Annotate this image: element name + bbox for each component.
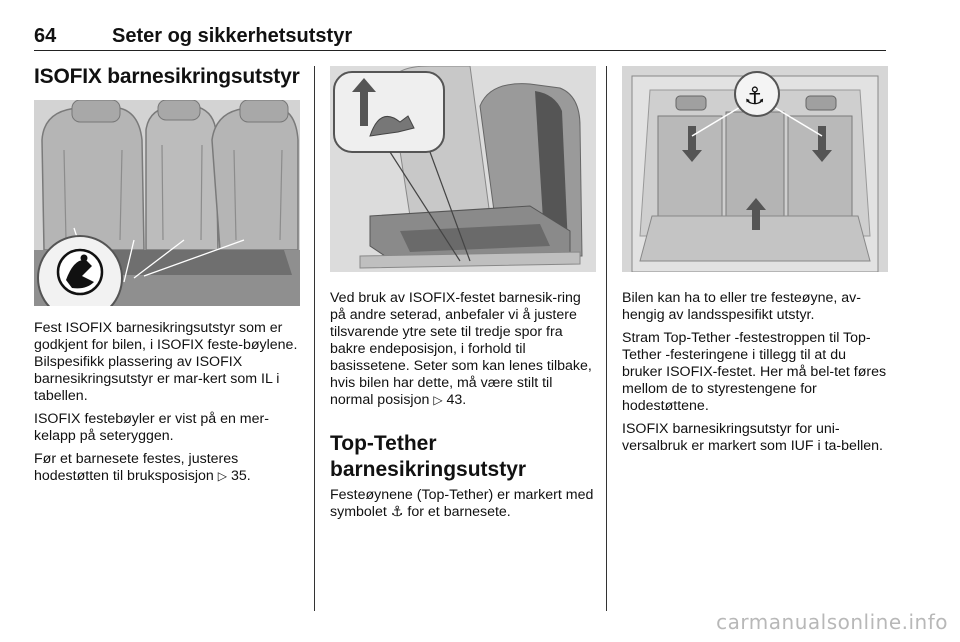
column-divider xyxy=(314,66,315,611)
subsection-title: Top-Tether barnesikringsutstyr xyxy=(330,432,527,481)
section-title: ISOFIX barnesikringsutstyr xyxy=(34,65,300,88)
running-title: Seter og sikkerhetsutstyr xyxy=(112,25,353,47)
page-number: 64 xyxy=(34,25,57,47)
reference-arrow-icon: ▷ xyxy=(433,393,443,407)
paragraph-text: for et barnesete. xyxy=(407,504,511,520)
child-seat-icon xyxy=(58,250,102,294)
reference-arrow-icon: ▷ xyxy=(217,469,227,483)
paragraph: Stram Top-Tether -festestroppen til Top-Tether -festeringene i tillegg til at du bruker ISOFIX-festet. Her må bel-tet føres mellom de to styrestengene for hodestøttene. xyxy=(622,330,887,414)
paragraph: ISOFIX festebøyler er vist på en mer-kelapp på seteryggen. xyxy=(34,411,269,444)
paragraph xyxy=(34,451,300,485)
paragraph xyxy=(330,290,596,409)
column-2 xyxy=(330,66,596,527)
paragraph xyxy=(330,487,596,521)
top-tether-illustration xyxy=(622,66,888,272)
paragraph: ISOFIX barnesikringsutstyr for uni-versalbruk er markert som IUF i ta-bellen. xyxy=(622,421,883,454)
page-reference-link[interactable]: 43. xyxy=(446,392,467,408)
paragraph-text: Ved bruk av ISOFIX-festet barnesik-ring på andre seterad, anbefaler vi å justere tilsvarende ytre sete til tredje spor fra bakre endeposisjon, i forhold til basissetene. Seter som kan lenes tilbake, hvis bilen har dette, må være stilt til normal posisjon xyxy=(330,290,592,408)
seat-adjust-illustration xyxy=(330,66,596,272)
anchor-icon: ⚓ xyxy=(390,504,404,520)
page-reference-link[interactable]: 35. xyxy=(230,468,251,484)
watermark: carmanualsonline.info xyxy=(716,610,948,634)
paragraph: Bilen kan ha to eller tre festeøyne, av-hengig av landsspesifikt utstyr. xyxy=(622,290,861,323)
paragraph-text: Før et barnesete festes, justeres hodestøtten til bruksposisjon xyxy=(34,451,239,484)
column-divider xyxy=(606,66,607,611)
column-3 xyxy=(622,66,888,461)
isofix-rear-seat-illustration xyxy=(34,100,300,306)
paragraph: Fest ISOFIX barnesikringsutstyr som er godkjent for bilen, i ISOFIX feste-bøylene. Bilspesifikk plassering av ISOFIX barnesikringsutstyr er mar-kert som IL i tabellen. xyxy=(34,320,298,404)
page-header xyxy=(34,20,886,50)
column-1 xyxy=(34,64,300,491)
header-rule xyxy=(34,50,886,51)
svg-text:⚓: ⚓ xyxy=(744,82,766,110)
paragraph-text: Festeøynene (Top-Tether) er markert med symbolet xyxy=(330,487,594,520)
